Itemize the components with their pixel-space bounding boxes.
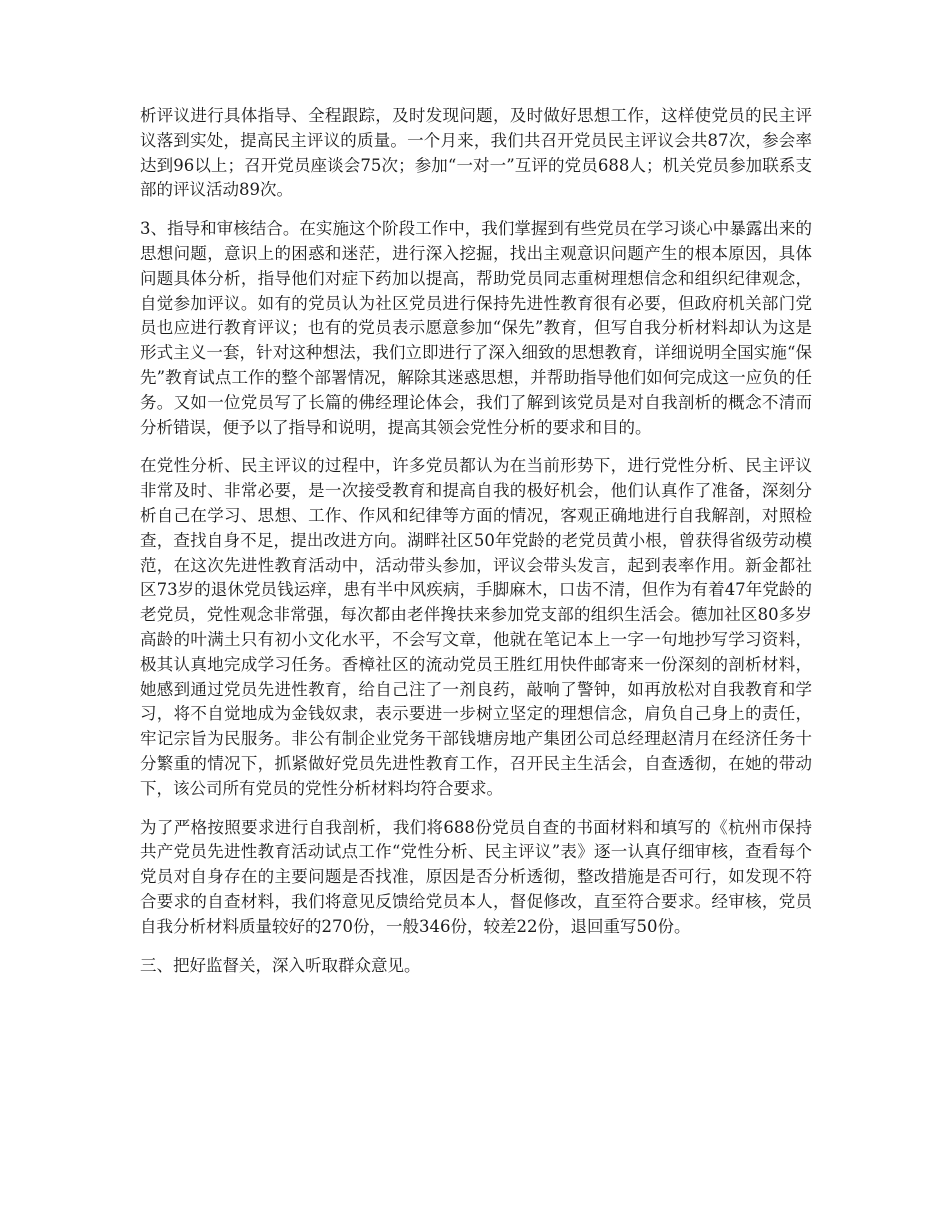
- paragraph-guidance-and-review: 3、指导和审核结合。在实施这个阶段工作中，我们掌握到有些党员在学习谈心中暴露出来的思想问题，意识上的困惑和迷茫，进行深入挖掘，找出主观意识问题产生的根本原因，具体问题具体分析，指导他们对症下药加以提高，帮助党员同志重树理想信念和组织纪律观念，自觉参加评议。如有的党员认为社区党员进行保持先进性教育很有必要，但政府机关部门党员也应进行教育评议；也有的党员表示愿意参加“保先”教育，但写自我分析材料却认为这是形式主义一套，针对这种想法，我们立即进行了深入细致的思想教育，详细说明全国实施“保先”教育试点工作的整个部署情况，解除其迷惑思想，并帮助指导他们如何完成这一应负的任务。又如一位党员写了长篇的佛经理论体会，我们了解到该党员是对自我剖析的概念不清而分析错误，便予以了指导和说明，提高其领会党性分析的要求和目的。: [140, 219, 812, 437]
- paragraph-evaluation-statistics: 析评议进行具体指导、全程跟踪，及时发现问题，及时做好思想工作，这样使党员的民主评议落到实处，提高民主评议的质量。一个月来，我们共召开党员民主评议会共87次，参会率达到96以上；召开党员座谈会75次；参加“一对一”互评的党员688人；机关党员参加联系支部的评议活动89次。: [140, 106, 812, 200]
- section-heading-supervision: 三、把好监督关，深入听取群众意见。: [140, 955, 421, 975]
- paragraph-material-review-results: 为了严格按照要求进行自我剖析，我们将688份党员自查的书面材料和填写的《杭州市保持共产党员先进性教育活动试点工作“党性分析、民主评议”表》逐一认真仔细审核，查看每个党员对自身存在的主要问题是否找准，原因是否分析透彻，整改措施是否可行，如发现不符合要求的自查材料，我们将意见反馈给党员本人，督促修改，直至符合要求。经审核，党员自我分析材料质量较好的270份，一般346份，较差22份，退回重写50份。: [140, 817, 812, 936]
- paragraph-party-member-examples: 在党性分析、民主评议的过程中，许多党员都认为在当前形势下，进行党性分析、民主评议非常及时、非常必要，是一次接受教育和提高自我的极好机会，他们认真作了准备，深刻分析自己在学习、思想、工作、作风和纪律等方面的情况，客观正确地进行自我解剖，对照检查，查找自身不足，提出改进方向。湖畔社区50年党龄的老党员黄小根，曾获得省级劳动模范，在这次先进性教育活动中，活动带头参加，评议会带头发言，起到表率作用。新金都社区73岁的退休党员钱运痒，患有半中风疾病，手脚麻木，口齿不清，但作为有着47年党龄的老党员，党性观念非常强，每次都由老伴搀扶来参加党支部的组织生活会。德加社区80多岁高龄的叶满土只有初小文化水平，不会写文章，他就在笔记本上一字一句地抄写学习资料，极其认真地完成学习任务。香樟社区的流动党员王胜红用快件邮寄来一份深刻的剖析材料，她感到通过党员先进性教育，给自己注了一剂良药，敲响了警钟，如再放松对自我教育和学习，将不自觉地成为金钱奴隶，表示要进一步树立坚定的理想信念，肩负自己身上的责任，牢记宗旨为民服务。非公有制企业党务干部钱塘房地产集团公司总经理赵清月在经济任务十分繁重的情况下，抓紧做好党员先进性教育工作，召开民主生活会，自查透彻，在她的带动下，该公司所有党员的党性分析材料均符合要求。: [140, 456, 812, 798]
- document-page: [140, 104, 812, 978]
